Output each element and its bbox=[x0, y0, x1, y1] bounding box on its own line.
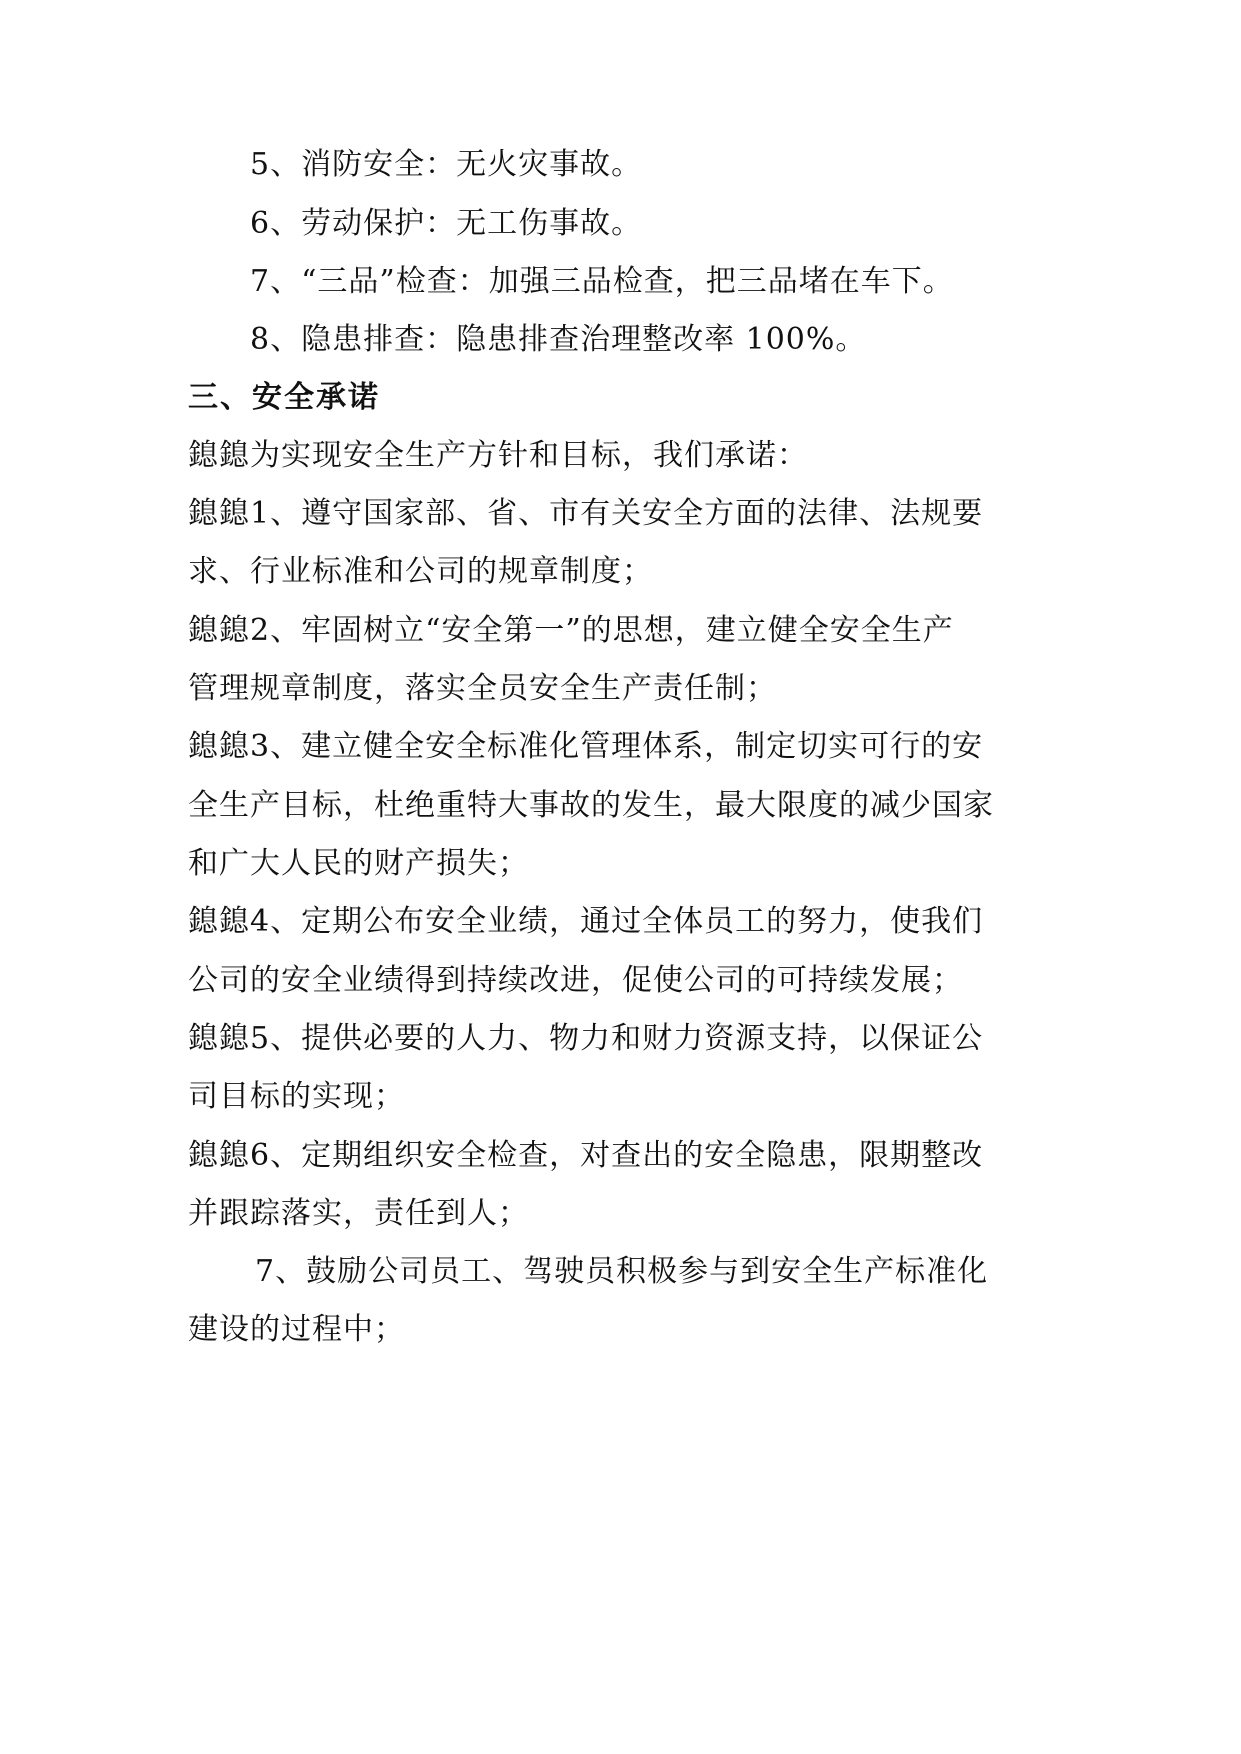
commitment-line: 鎴鎴5、提供必要的人力、物力和财力资源支持，以保证公 bbox=[188, 1021, 984, 1056]
goal-item-5: 5、消防安全：无火灾事故。 bbox=[250, 147, 643, 182]
commitment-line: 和广大人民的财产损失； bbox=[188, 846, 529, 881]
section-heading: 三、安全承诺 bbox=[188, 380, 380, 415]
goal-item-6: 6、劳动保护：无工伤事故。 bbox=[250, 206, 643, 241]
goal-item-8: 8、隐患排查：隐患排查治理整改率 100%。 bbox=[250, 322, 867, 357]
commitment-line: 鎴鎴4、定期公布安全业绩，通过全体员工的努力，使我们 bbox=[188, 904, 984, 939]
commitment-line: 鎴鎴6、定期组织安全检查，对查出的安全隐患，限期整改 bbox=[188, 1138, 984, 1173]
section-intro: 鎴鎴为实现安全生产方针和目标，我们承诺： bbox=[188, 438, 808, 473]
commitment-line: 并跟踪落实，责任到人； bbox=[188, 1196, 529, 1231]
commitment-line: 全生产目标，杜绝重特大事故的发生，最大限度的减少国家 bbox=[188, 788, 994, 823]
commitment-line: 鎴鎴1、遵守国家部、省、市有关安全方面的法律、法规要 bbox=[188, 496, 984, 531]
goal-item-7: 7、“三品”检查：加强三品检查，把三品堵在车下。 bbox=[250, 264, 954, 299]
commitment-line: 鎴鎴3、建立健全安全标准化管理体系，制定切实可行的安 bbox=[188, 729, 984, 764]
commitment-line: 司目标的实现； bbox=[188, 1079, 405, 1114]
commitment-line: 管理规章制度，落实全员安全生产责任制； bbox=[188, 671, 777, 706]
commitment-line: 鎴鎴2、牢固树立“安全第一”的思想，建立健全安全生产 bbox=[188, 613, 954, 648]
commitment-line: 公司的安全业绩得到持续改进，促使公司的可持续发展； bbox=[188, 963, 963, 998]
commitment-line: 求、行业标准和公司的规章制度； bbox=[188, 554, 653, 589]
commitment-line: 建设的过程中； bbox=[188, 1312, 405, 1347]
commitment-line: 7、鼓励公司员工、驾驶员积极参与到安全生产标准化 bbox=[255, 1254, 989, 1289]
